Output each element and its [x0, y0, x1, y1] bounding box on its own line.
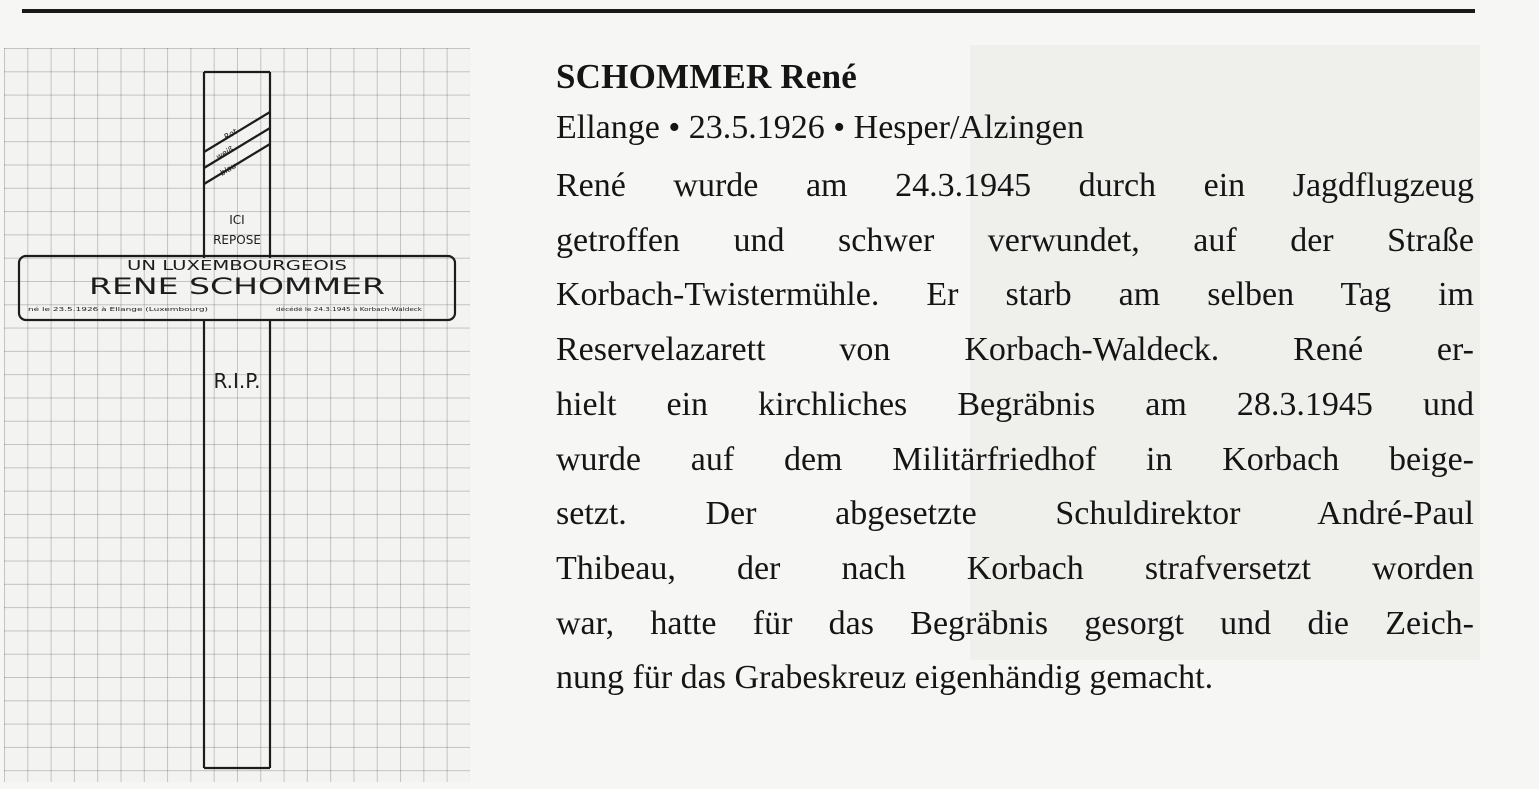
- grave-cross-drawing: [4, 48, 470, 782]
- cross-svg: [4, 48, 470, 782]
- bio-line: getroffen und schwer verwundet, auf der Straße: [556, 221, 1474, 259]
- bio-line: war, hatte für das Begräbnis gesorgt und die Zeich-: [556, 604, 1474, 642]
- bio-line: Korbach-Twistermühle. Er starb am selben Tag im: [556, 276, 1474, 314]
- rip-text: R.I.P.: [213, 369, 261, 393]
- birth-note: né le 23.5.1926 à Ellange (Luxembourg): [28, 307, 139, 313]
- person-name: SCHOMMER René: [556, 57, 858, 96]
- bio-line: René wurde am 24.3.1945 durch ein Jagdflugzeug: [556, 167, 1474, 204]
- bio-line: Reservelazarett von Korbach-Waldeck. René er-: [556, 331, 1474, 369]
- top-rule: [22, 9, 1475, 13]
- repose-text: REPOSE: [213, 233, 261, 247]
- band-word-3: blau: [218, 161, 238, 178]
- band-word-2: weiß: [214, 144, 236, 162]
- bio-line: nung für das Grabeskreuz eigenhändig gemacht.: [556, 659, 1214, 697]
- biography-paragraph: [556, 159, 1474, 706]
- cross-vertical-beam: [204, 72, 270, 768]
- bio-line: hielt ein kirchliches Begräbnis am 28.3.1945 und: [556, 385, 1474, 423]
- bio-line: setzt. Der abgesetzte Schuldirektor André-Paul: [556, 495, 1474, 533]
- diagonal-band: [204, 112, 270, 184]
- band-word-1: Rot: [222, 126, 239, 142]
- death-note: décédé le 24.3.1945 à Korbach-Waldeck: [276, 307, 387, 313]
- ici-text: ICI: [229, 213, 245, 227]
- bio-line: wurde auf dem Militärfriedhof in Korbach beige-: [556, 440, 1474, 478]
- entry-text: [556, 56, 1474, 706]
- person-subtitle: Ellange • 23.5.1926 • Hesper/Alzingen: [556, 109, 1085, 146]
- bio-line: Thibeau, der nach Korbach strafversetzt worden: [556, 549, 1474, 587]
- rene-schommer-text: RENE SCHOMMER: [89, 275, 385, 300]
- luxembourgeois-text: UN LUXEMBOURGEOIS: [127, 259, 347, 274]
